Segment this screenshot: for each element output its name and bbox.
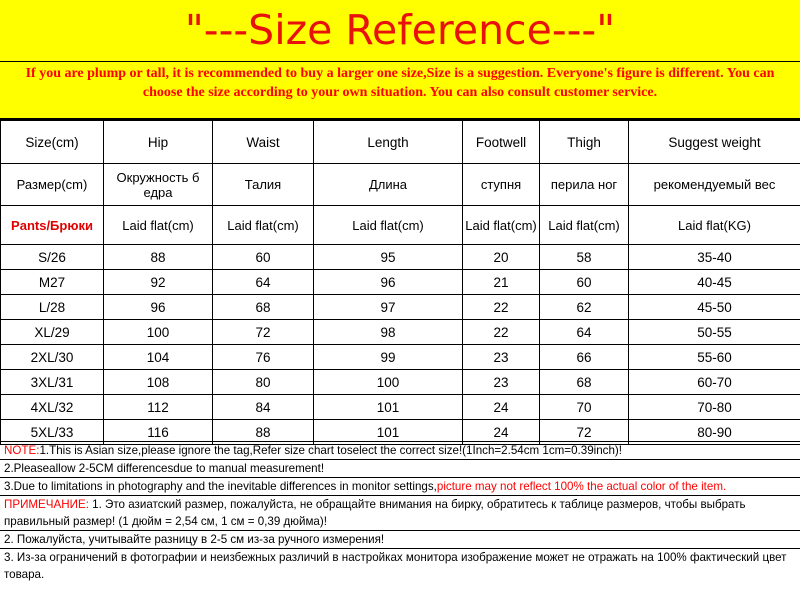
table-cell: 99 [314, 345, 463, 370]
table-row [1, 395, 800, 420]
note-highlight: picture may not reflect 100% the actual color of the item. [436, 480, 727, 493]
unit-cell: Laid flat(cm) [213, 206, 314, 245]
header-cell: Suggest weight [629, 121, 800, 164]
header-cell: рекомендуемый вес [629, 164, 800, 206]
table-cell: 96 [104, 295, 213, 320]
table-cell: 23 [463, 345, 540, 370]
header-cell: Талия [213, 164, 314, 206]
category-label: Pants/Брюки [1, 206, 104, 245]
table-cell: 72 [540, 420, 629, 445]
table-cell: 50-55 [629, 320, 800, 345]
title-banner [0, 0, 800, 62]
table-cell: 100 [314, 370, 463, 395]
size-label-cell: S/26 [1, 245, 104, 270]
table-cell: 101 [314, 420, 463, 445]
table-cell: 108 [104, 370, 213, 395]
size-label-cell: L/28 [1, 295, 104, 320]
table-row [1, 270, 800, 295]
table-cell: 23 [463, 370, 540, 395]
table-cell: 95 [314, 245, 463, 270]
note-line-ru-2 [0, 531, 800, 549]
unit-cell: Laid flat(cm) [104, 206, 213, 245]
header-cell: ступня [463, 164, 540, 206]
table-cell: 60 [213, 245, 314, 270]
table-cell: 68 [540, 370, 629, 395]
table-cell: 64 [213, 270, 314, 295]
header-cell: Waist [213, 121, 314, 164]
size-rows [1, 245, 800, 445]
unit-cell: Laid flat(cm) [314, 206, 463, 245]
header-cell: Длина [314, 164, 463, 206]
table-cell: 35-40 [629, 245, 800, 270]
size-label-cell: 5XL/33 [1, 420, 104, 445]
table-cell: 22 [463, 320, 540, 345]
table-cell: 45-50 [629, 295, 800, 320]
size-label-cell: M27 [1, 270, 104, 295]
header-cell: Footwell [463, 121, 540, 164]
unit-cell: Laid flat(cm) [540, 206, 629, 245]
unit-cell: Laid flat(KG) [629, 206, 800, 245]
table-cell: 70 [540, 395, 629, 420]
notice-banner [0, 62, 800, 120]
table-cell: 68 [213, 295, 314, 320]
notes-section [0, 441, 800, 603]
table-row [1, 295, 800, 320]
table-cell: 88 [104, 245, 213, 270]
header-row-ru [1, 164, 800, 206]
note-text: 1. Это азиатский размер, пожалуйста, не обращайте внимания на бирку, обратитесь к таблице размеров, чтобы выбрать правильный размер! (1 дюйм = 2,54 см, 1 см = 0,39 дюйма)! [4, 498, 746, 528]
size-label-cell: XL/29 [1, 320, 104, 345]
table-cell: 98 [314, 320, 463, 345]
table-cell: 80 [213, 370, 314, 395]
table-cell: 60-70 [629, 370, 800, 395]
table-cell: 97 [314, 295, 463, 320]
size-label-cell: 3XL/31 [1, 370, 104, 395]
header-cell: перила ног [540, 164, 629, 206]
unit-cell: Laid flat(cm) [463, 206, 540, 245]
notice-text: If you are plump or tall, it is recommended to buy a larger one size,Size is a suggestion. Everyone's figure is different. You can choose the size according to your own situation. You can also consult customer service. [25, 66, 775, 100]
table-cell: 62 [540, 295, 629, 320]
table-cell: 112 [104, 395, 213, 420]
table-cell: 88 [213, 420, 314, 445]
note-line-3 [0, 478, 800, 496]
table-cell: 22 [463, 295, 540, 320]
table-row [1, 345, 800, 370]
note-label-ru: ПРИМЕЧАНИЕ: [4, 498, 89, 511]
size-table [0, 120, 800, 445]
table-cell: 20 [463, 245, 540, 270]
table-cell: 60 [540, 270, 629, 295]
table-cell: 24 [463, 395, 540, 420]
table-cell: 72 [213, 320, 314, 345]
table-cell: 101 [314, 395, 463, 420]
table-cell: 21 [463, 270, 540, 295]
note-line-ru-3 [0, 549, 800, 583]
note-line-1 [0, 442, 800, 460]
size-label-cell: 4XL/32 [1, 395, 104, 420]
table-cell: 116 [104, 420, 213, 445]
header-cell: Thigh [540, 121, 629, 164]
table-cell: 40-45 [629, 270, 800, 295]
note-line-ru-1 [0, 496, 800, 531]
table-cell: 66 [540, 345, 629, 370]
note-text: 3. Из-за ограничений в фотографии и неизбежных различий в настройках монитора изображение может не отражать на 100% фактический цвет товара. [4, 551, 787, 581]
table-row [1, 245, 800, 270]
table-cell: 92 [104, 270, 213, 295]
table-cell: 58 [540, 245, 629, 270]
table-cell: 64 [540, 320, 629, 345]
note-text: 2. Пожалуйста, учитывайте разницу в 2-5 см из-за ручного измерения! [4, 533, 385, 546]
header-cell: Length [314, 121, 463, 164]
table-cell: 70-80 [629, 395, 800, 420]
header-cell: Size(cm) [1, 121, 104, 164]
note-text: 2.Pleaseallow 2-5CM differencesdue to manual measurement! [4, 462, 325, 475]
table-row [1, 370, 800, 395]
table-cell: 104 [104, 345, 213, 370]
table-cell: 96 [314, 270, 463, 295]
unit-row [1, 206, 800, 245]
table-cell: 24 [463, 420, 540, 445]
table-row [1, 320, 800, 345]
size-label-cell: 2XL/30 [1, 345, 104, 370]
header-cell: Окружность б едра [104, 164, 213, 206]
table-cell: 55-60 [629, 345, 800, 370]
header-cell: Hip [104, 121, 213, 164]
note-line-2 [0, 460, 800, 478]
table-cell: 76 [213, 345, 314, 370]
table-cell: 84 [213, 395, 314, 420]
note-text: 1.This is Asian size,please ignore the tag,Refer size chart toselect the correct size!(1Inch=2.54cm 1cm=0.39inch)! [39, 444, 622, 457]
header-cell: Размер(cm) [1, 164, 104, 206]
table-cell: 100 [104, 320, 213, 345]
note-text: 3.Due to limitations in photography and the inevitable differences in monitor settings, [4, 480, 437, 493]
page-title: "---Size Reference---" [184, 6, 616, 54]
note-label: NOTE: [4, 444, 40, 457]
header-row-en [1, 121, 800, 164]
table-cell: 80-90 [629, 420, 800, 445]
